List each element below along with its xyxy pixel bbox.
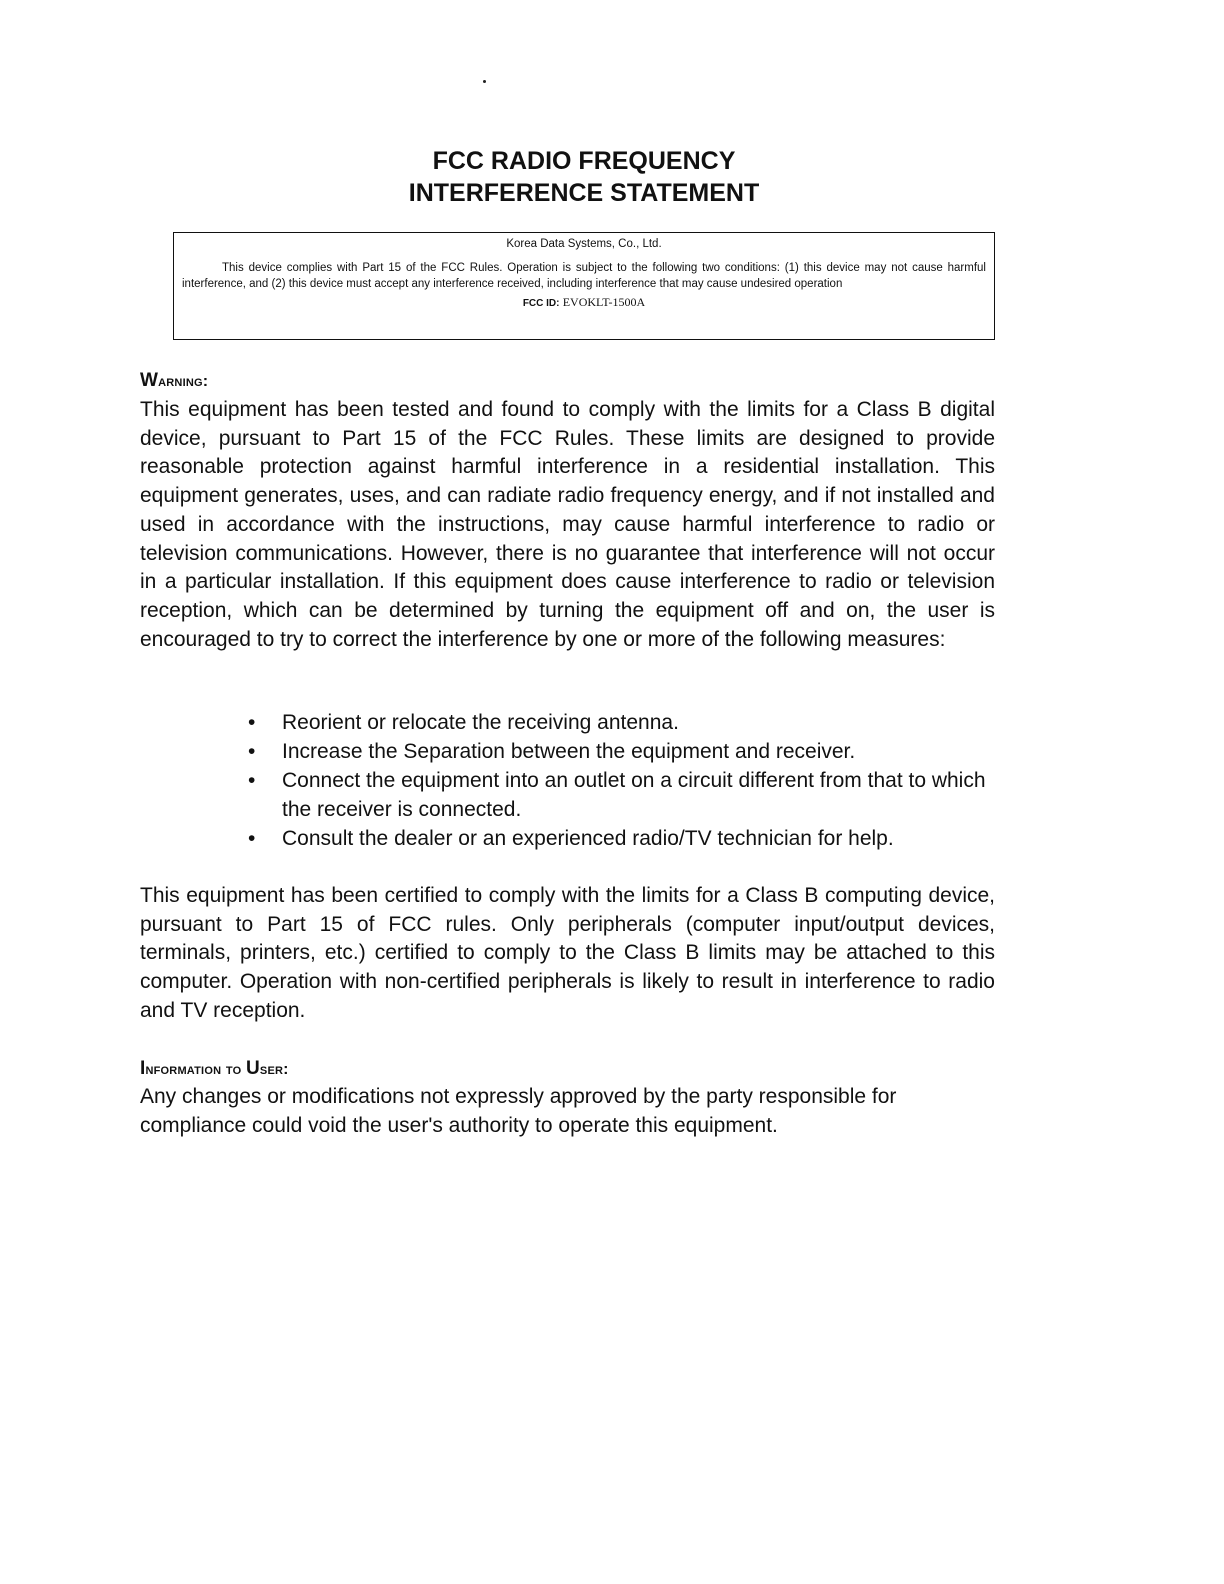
information-heading xyxy=(140,1058,289,1080)
information-heading-i: I xyxy=(140,1058,146,1079)
list-item xyxy=(240,766,1000,824)
warning-heading-rest: arning: xyxy=(158,373,209,390)
title-line-2: INTERFERENCE STATEMENT xyxy=(408,179,760,207)
fcc-id-value: EVOKLT-1500A xyxy=(562,295,646,309)
bullet-icon: • xyxy=(248,827,256,850)
scan-speck xyxy=(483,80,486,83)
information-paragraph: Any changes or modifications not expressly approved by the party responsible for compliance could void the user's authority to operate this equipment. xyxy=(140,1085,897,1137)
page-title xyxy=(0,145,1168,209)
title-line-1: FCC RADIO FREQUENCY xyxy=(432,147,736,175)
information-heading-end: ser: xyxy=(259,1061,289,1078)
list-item xyxy=(240,708,1000,737)
fcc-id-label: FCC ID: xyxy=(522,298,560,309)
list-item xyxy=(240,737,1000,766)
measure-text: Reorient or relocate the receiving antenna. xyxy=(282,711,679,734)
information-heading-mid: nformation to xyxy=(145,1061,246,1078)
measures-list xyxy=(240,708,1000,853)
fcc-label-box xyxy=(173,232,995,340)
label-compliance-text: This device complies with Part 15 of the FCC Rules. Operation is subject to the following two conditions: (1) this device may not cause harmful interference, and (2) this device must accept any interference received, including interference that may cause undesired operation xyxy=(182,262,986,290)
warning-heading-first: W xyxy=(140,370,159,391)
bullet-icon: • xyxy=(248,711,256,734)
list-item xyxy=(240,824,1000,853)
bullet-icon: • xyxy=(248,740,256,763)
bullet-icon: • xyxy=(248,769,256,792)
certification-paragraph: This equipment has been certified to comply with the limits for a Class B computing device, pursuant to Part 15 of FCC rules. Only peripherals (computer input/output devices, terminals, printers, etc.) certified to comply to the Class B limits may be attached to this computer. Operation with non-certified peripherals is likely to result in interference to radio and TV reception. xyxy=(140,884,995,1022)
measure-text: Connect the equipment into an outlet on a circuit different from that to which the receiver is connected. xyxy=(282,769,986,821)
warning-paragraph: This equipment has been tested and found to comply with the limits for a Class B digital device, pursuant to Part 15 of the FCC Rules. These limits are designed to provide reasonable protection against harmful interference in a residential installation. This equipment generates, uses, and can radiate radio frequency energy, and if not installed and used in accordance with the instructions, may cause harmful interference to radio or television communications. However, there is no guarantee that interference will not occur in a particular installation. If this equipment does cause interference to radio or television reception, which can be determined by turning the equipment off and on, the user is encouraged to try to correct the interference by one or more of the following measures: xyxy=(140,398,995,651)
measure-text: Consult the dealer or an experienced radio/TV technician for help. xyxy=(282,827,894,850)
label-fcc-id xyxy=(182,294,986,312)
label-company: Korea Data Systems, Co., Ltd. xyxy=(506,238,662,250)
warning-heading xyxy=(140,370,208,392)
measure-text: Increase the Separation between the equipment and receiver. xyxy=(282,740,856,763)
information-heading-u: U xyxy=(245,1058,260,1079)
